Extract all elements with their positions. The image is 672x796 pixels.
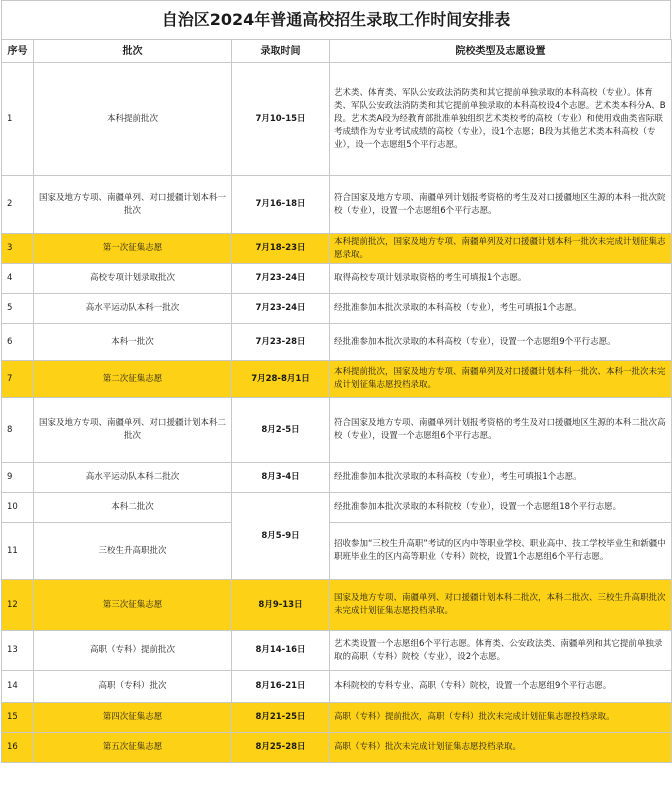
row-description: 高职（专科）提前批次，高职（专科）批次未完成计划征集志愿投档录取。 <box>330 703 672 733</box>
row-time: 8月9-13日 <box>232 580 330 631</box>
row-time: 7月23-24日 <box>232 294 330 324</box>
row-index: 1 <box>2 63 34 176</box>
table-row <box>2 580 672 631</box>
row-index: 2 <box>2 176 34 234</box>
row-index: 10 <box>2 493 34 523</box>
table-row <box>2 493 672 523</box>
row-description: 招收参加“三校生升高职”考试的区内中等职业学校、职业高中、技工学校毕业生和新疆中职班毕业生的区内高等职业（专科）院校，设置1个志愿组6个平行志愿。 <box>330 523 672 580</box>
row-index: 12 <box>2 580 34 631</box>
table-row <box>2 234 672 264</box>
row-index: 15 <box>2 703 34 733</box>
table-row <box>2 703 672 733</box>
row-time: 8月25-28日 <box>232 733 330 763</box>
row-description: 经批准参加本批次录取的本科高校（专业），设置一个志愿组9个平行志愿。 <box>330 324 672 361</box>
row-batch: 高校专项计划录取批次 <box>34 264 232 294</box>
row-time: 8月16-21日 <box>232 671 330 703</box>
row-index: 16 <box>2 733 34 763</box>
table-row <box>2 63 672 176</box>
row-batch: 高职（专科）批次 <box>34 671 232 703</box>
table-row <box>2 733 672 763</box>
header-batch: 批次 <box>34 40 232 63</box>
row-batch: 第四次征集志愿 <box>34 703 232 733</box>
row-batch: 高水平运动队本科一批次 <box>34 294 232 324</box>
schedule-sheet <box>1 0 671 763</box>
schedule-table <box>1 39 672 763</box>
table-row <box>2 463 672 493</box>
row-description: 国家及地方专项、南疆单列、对口援疆计划本科二批次，本科二批次、三校生升高职批次未完成计划征集志愿投档录取。 <box>330 580 672 631</box>
row-description: 取得高校专项计划录取资格的考生可填报1个志愿。 <box>330 264 672 294</box>
row-index: 6 <box>2 324 34 361</box>
row-batch: 第一次征集志愿 <box>34 234 232 264</box>
table-row <box>2 361 672 398</box>
row-description: 经批准参加本批次录取的本科高校（专业），考生可填报1个志愿。 <box>330 294 672 324</box>
row-description: 经批准参加本批次录取的本科高校（专业），考生可填报1个志愿。 <box>330 463 672 493</box>
row-batch: 国家及地方专项、南疆单列、对口援疆计划本科二批次 <box>34 398 232 463</box>
row-description: 本科提前批次，国家及地方专项、南疆单列及对口援疆计划本科一批次未完成计划征集志愿录取。 <box>330 234 672 264</box>
row-time: 7月28-8月1日 <box>232 361 330 398</box>
row-batch: 第二次征集志愿 <box>34 361 232 398</box>
row-description: 符合国家及地方专项、南疆单列计划报考资格的考生及对口援疆地区生源的本科二批次高校（专业），设置一个志愿组6个平行志愿。 <box>330 398 672 463</box>
row-description: 高职（专科）批次未完成计划征集志愿投档录取。 <box>330 733 672 763</box>
row-batch: 高水平运动队本科二批次 <box>34 463 232 493</box>
row-description: 符合国家及地方专项、南疆单列计划报考资格的考生及对口援疆地区生源的本科一批次院校（专业），设置一个志愿组6个平行志愿。 <box>330 176 672 234</box>
row-description: 本科院校的专科专业、高职（专科）院校，设置一个志愿组9个平行志愿。 <box>330 671 672 703</box>
row-index: 8 <box>2 398 34 463</box>
row-description: 经批准参加本批次录取的本科院校（专业），设置一个志愿组18个平行志愿。 <box>330 493 672 523</box>
row-description: 本科提前批次，国家及地方专项、南疆单列及对口援疆计划本科一批次、本科一批次未完成计划征集志愿投档录取。 <box>330 361 672 398</box>
row-index: 3 <box>2 234 34 264</box>
row-batch: 本科一批次 <box>34 324 232 361</box>
row-time: 8月14-16日 <box>232 631 330 671</box>
row-time: 8月21-25日 <box>232 703 330 733</box>
page-title: 自治区2024年普通高校招生录取工作时间安排表 <box>1 0 671 39</box>
table-body <box>2 63 672 763</box>
table-row <box>2 398 672 463</box>
row-index: 7 <box>2 361 34 398</box>
row-batch: 本科提前批次 <box>34 63 232 176</box>
row-batch: 第三次征集志愿 <box>34 580 232 631</box>
header-index: 序号 <box>2 40 34 63</box>
row-time: 8月5-9日 <box>232 493 330 580</box>
row-time: 8月2-5日 <box>232 398 330 463</box>
table-row <box>2 631 672 671</box>
table-row <box>2 671 672 703</box>
table-row <box>2 523 672 580</box>
row-index: 5 <box>2 294 34 324</box>
row-time: 7月23-24日 <box>232 264 330 294</box>
row-index: 4 <box>2 264 34 294</box>
header-desc: 院校类型及志愿设置 <box>330 40 672 63</box>
row-time: 8月3-4日 <box>232 463 330 493</box>
row-time: 7月18-23日 <box>232 234 330 264</box>
header-time: 录取时间 <box>232 40 330 63</box>
row-batch: 国家及地方专项、南疆单列、对口援疆计划本科一批次 <box>34 176 232 234</box>
row-description: 艺术类设置一个志愿组6个平行志愿。体育类、公安政法类、南疆单列和其它提前单独录取的高职（专科）院校（专业），设2个志愿。 <box>330 631 672 671</box>
table-row <box>2 264 672 294</box>
table-row <box>2 324 672 361</box>
row-time: 7月23-28日 <box>232 324 330 361</box>
row-description: 艺术类、体育类、军队公安政法消防类和其它提前单独录取的本科高校（专业）。体育类、军队公安政法消防类和其它提前单独录取的本科高校设4个志愿。艺术类本科分A、B段。艺术类A段为经教育部批准单独组织艺术类校考的高校（专业）和使用戏曲类省际联考成绩作为专业考试成绩的高校（专业），设1个志愿；B段为其他艺术类本科高校（专业），设一个志愿组5个平行志愿。 <box>330 63 672 176</box>
row-index: 11 <box>2 523 34 580</box>
row-batch: 三校生升高职批次 <box>34 523 232 580</box>
row-time: 7月16-18日 <box>232 176 330 234</box>
row-batch: 第五次征集志愿 <box>34 733 232 763</box>
row-batch: 本科二批次 <box>34 493 232 523</box>
row-index: 13 <box>2 631 34 671</box>
row-index: 14 <box>2 671 34 703</box>
table-row <box>2 176 672 234</box>
table-row <box>2 294 672 324</box>
header-row <box>2 40 672 63</box>
row-index: 9 <box>2 463 34 493</box>
row-time: 7月10-15日 <box>232 63 330 176</box>
row-batch: 高职（专科）提前批次 <box>34 631 232 671</box>
